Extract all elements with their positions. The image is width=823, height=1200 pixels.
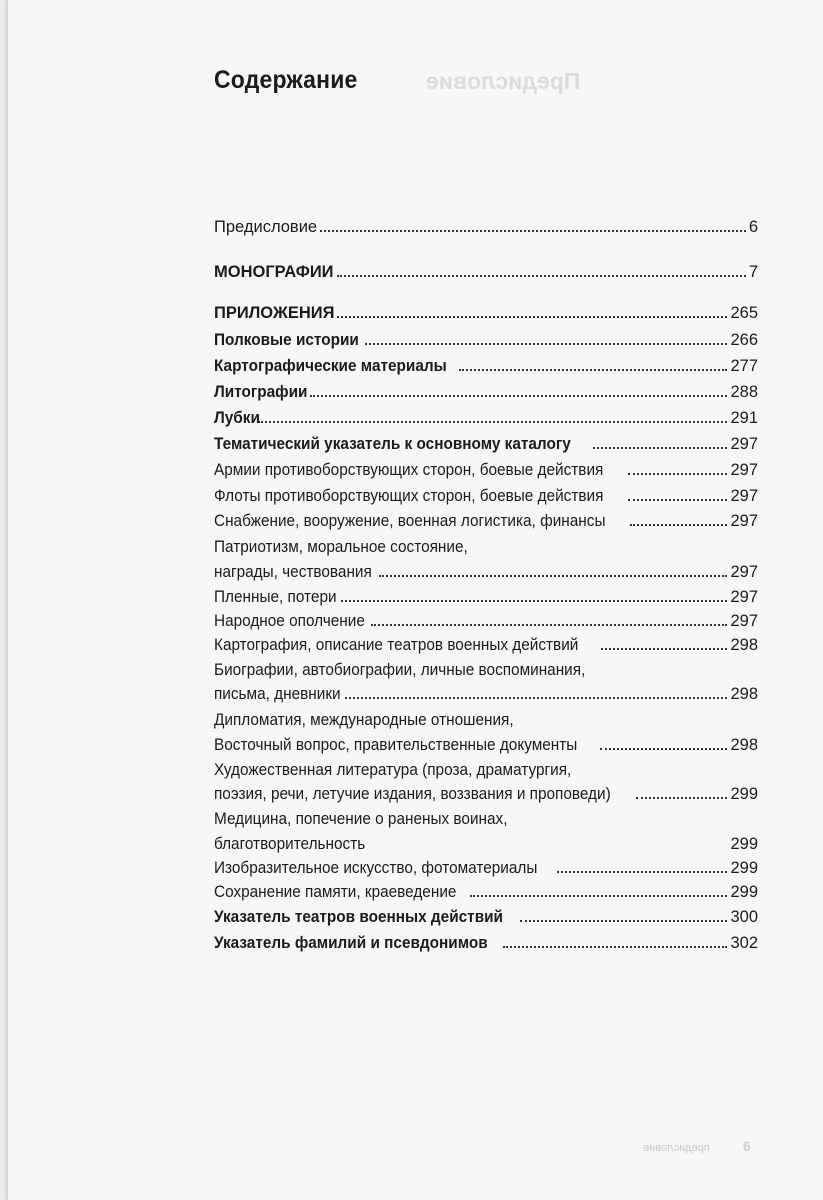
page-title: Содержание xyxy=(214,66,358,94)
toc-page-number: 265 xyxy=(730,304,758,322)
dot-leader xyxy=(379,574,728,577)
toc-entry-label: МОНОГРАФИИ xyxy=(214,263,334,281)
toc-page-number: 277 xyxy=(730,357,758,375)
toc-entry-label: Указатель фамилий и псевдонимов xyxy=(214,934,488,952)
dot-leader xyxy=(371,623,727,626)
dot-leader xyxy=(341,599,728,602)
toc-entry-patriotism[interactable] xyxy=(214,562,758,582)
dot-leader xyxy=(520,919,728,922)
dot-leader xyxy=(630,523,728,526)
bleed-through-title: Предисловие xyxy=(426,68,581,94)
toc-page-number: 297 xyxy=(730,435,758,453)
toc-entry-cartographic-materials[interactable] xyxy=(214,356,758,376)
dot-leader xyxy=(636,796,728,799)
toc-page-number: 298 xyxy=(730,636,758,654)
toc-entry-label: Полковые истории xyxy=(214,331,359,349)
toc-page-number: 299 xyxy=(730,883,758,901)
bleed-through-page-number: 6 xyxy=(743,1138,751,1154)
toc-entry-label: благотворительность xyxy=(214,835,366,853)
dot-leader xyxy=(372,846,728,849)
toc-entry-literature[interactable] xyxy=(214,784,758,804)
toc-entry-biographies-line1 xyxy=(214,660,605,680)
toc-page-number: 297 xyxy=(730,487,758,505)
dot-leader xyxy=(628,498,728,501)
toc-entry-label: поэзия, речи, летучие издания, воззвания и проповеди) xyxy=(214,785,611,803)
dot-leader xyxy=(258,420,727,423)
dot-leader xyxy=(345,696,727,699)
toc-entry-armies[interactable] xyxy=(214,460,758,480)
toc-page-number: 297 xyxy=(730,461,758,479)
toc-entry-diplomacy[interactable] xyxy=(214,735,758,755)
toc-entry-thematic-index[interactable] xyxy=(214,434,758,454)
toc-entry-lithographs[interactable] xyxy=(214,382,758,402)
toc-page-number: 299 xyxy=(730,859,758,877)
toc-page-number: 291 xyxy=(730,409,758,427)
toc-entry-preface[interactable] xyxy=(214,217,758,237)
toc-entry-fleets[interactable] xyxy=(214,486,758,506)
toc-page-number: 299 xyxy=(730,785,758,803)
dot-leader xyxy=(503,945,727,948)
toc-entry-supply[interactable] xyxy=(214,511,758,531)
toc-entry-memory-preservation[interactable] xyxy=(214,882,758,902)
toc-page-number: 297 xyxy=(730,612,758,630)
toc-entry-label: Предисловие xyxy=(214,218,318,236)
book-page xyxy=(8,0,823,1200)
toc-entry-label: Патриотизм, моральное состояние, xyxy=(214,538,468,556)
toc-entry-patriotism-line1 xyxy=(214,537,479,557)
toc-entry-label: Литографии xyxy=(214,383,308,401)
dot-leader xyxy=(557,870,728,873)
dot-leader xyxy=(601,647,728,650)
toc-page-number: 299 xyxy=(730,835,758,853)
toc-entry-label: награды, чествования xyxy=(214,563,372,581)
toc-page-number: 266 xyxy=(730,331,758,349)
toc-entry-prisoners[interactable] xyxy=(214,587,758,607)
toc-entry-label: Пленные, потери xyxy=(214,588,337,606)
toc-entry-medicine-line1 xyxy=(214,809,522,829)
dot-leader xyxy=(310,394,728,397)
toc-entry-biographies[interactable] xyxy=(214,684,758,704)
toc-page-number: 298 xyxy=(730,736,758,754)
dot-leader xyxy=(470,894,728,897)
toc-entry-label: Тематический указатель к основному каталогу xyxy=(214,435,571,453)
toc-page-number: 302 xyxy=(730,934,758,952)
toc-page-number: 7 xyxy=(748,263,758,281)
toc-entry-lubki[interactable] xyxy=(214,408,758,428)
toc-page-number: 297 xyxy=(730,588,758,606)
toc-entry-medicine[interactable] xyxy=(214,834,758,854)
toc-entry-fine-arts[interactable] xyxy=(214,858,758,878)
toc-entry-label: Сохранение памяти, краеведение xyxy=(214,883,457,901)
table-of-contents xyxy=(8,0,823,1200)
dot-leader xyxy=(320,229,746,232)
toc-page-number: 300 xyxy=(730,908,758,926)
toc-page-number: 297 xyxy=(730,512,758,530)
toc-entry-literature-line1 xyxy=(214,760,590,780)
toc-entry-label: Биографии, автобиографии, личные воспоминания, xyxy=(214,661,586,679)
toc-entry-appendices[interactable] xyxy=(214,303,758,323)
toc-entry-diplomacy-line1 xyxy=(214,710,528,730)
bleed-through-footer: предисловие xyxy=(643,1142,710,1154)
dot-leader xyxy=(600,747,728,750)
toc-entry-names-index[interactable] xyxy=(214,933,758,953)
toc-entry-label: Картография, описание театров военных действий xyxy=(214,636,579,654)
toc-entry-label: письма, дневники xyxy=(214,685,341,703)
toc-page-number: 297 xyxy=(730,563,758,581)
toc-entry-label: Лубки xyxy=(214,409,260,427)
dot-leader xyxy=(365,342,728,345)
toc-entry-label: Армии противоборствующих сторон, боевые действия xyxy=(214,461,604,479)
toc-page-number: 6 xyxy=(748,218,758,236)
toc-entry-label: Снабжение, вооружение, военная логистика, финансы xyxy=(214,512,606,530)
toc-entry-militia[interactable] xyxy=(214,611,758,631)
toc-entry-label: Картографические материалы xyxy=(214,357,447,375)
toc-entry-theaters-index[interactable] xyxy=(214,907,758,927)
dot-leader xyxy=(337,274,746,277)
toc-entry-monographs[interactable] xyxy=(214,262,758,282)
toc-page-number: 298 xyxy=(730,685,758,703)
toc-entry-label: Медицина, попечение о раненых воинах, xyxy=(214,810,508,828)
dot-leader xyxy=(628,472,728,475)
toc-entry-label: Художественная литература (проза, драматургия, xyxy=(214,761,572,779)
toc-entry-label: Флоты противоборствующих сторон, боевые действия xyxy=(214,487,604,505)
toc-entry-label: Восточный вопрос, правительственные документы xyxy=(214,736,578,754)
toc-entry-regimental-histories[interactable] xyxy=(214,330,758,350)
toc-entry-label: ПРИЛОЖЕНИЯ xyxy=(214,304,335,322)
toc-entry-cartography[interactable] xyxy=(214,635,758,655)
toc-entry-label: Изобразительное искусство, фотоматериалы xyxy=(214,859,538,877)
dot-leader xyxy=(593,446,728,449)
dot-leader xyxy=(459,368,727,371)
toc-entry-label: Народное ополчение xyxy=(214,612,365,630)
toc-page-number: 288 xyxy=(730,383,758,401)
toc-entry-label: Указатель театров военных действий xyxy=(214,908,503,926)
toc-entry-label: Дипломатия, международные отношения, xyxy=(214,711,514,729)
dot-leader xyxy=(337,315,727,318)
